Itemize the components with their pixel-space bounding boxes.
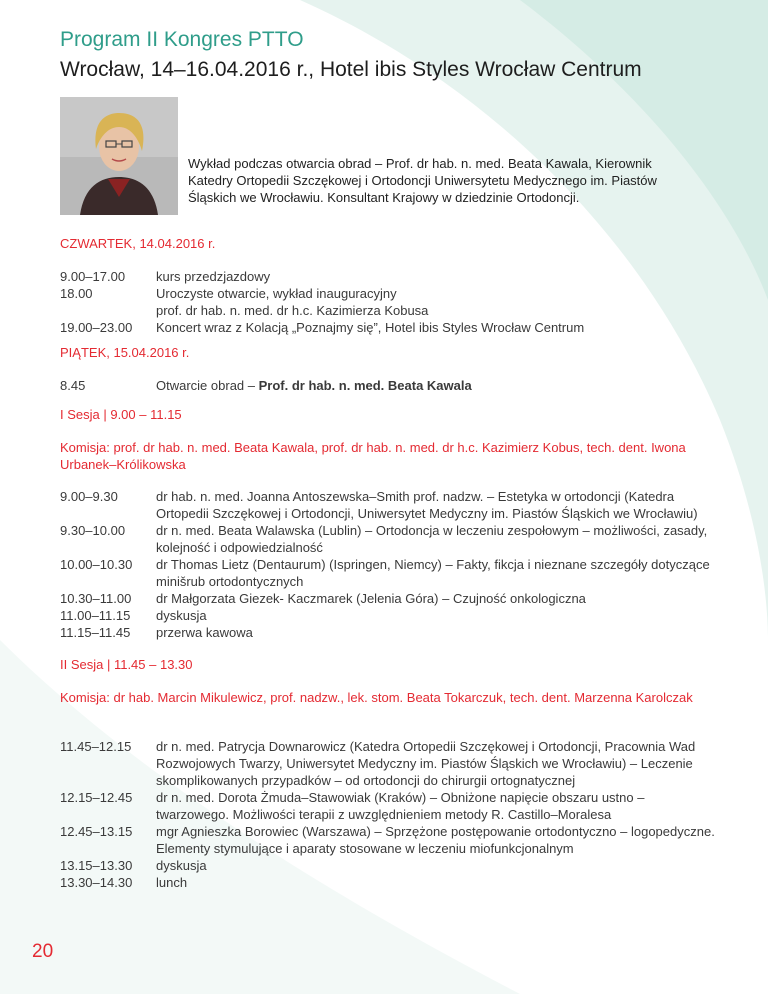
session2-committee: Komisja: dr hab. Marcin Mikulewicz, prof. nadzw., lek. stom. Beata Tokarczuk, tech. dent. Marzenna Karolczak <box>60 690 693 705</box>
schedule-time: 11.45–12.15 <box>60 739 132 754</box>
speaker-photo <box>60 97 178 215</box>
schedule-time: 9.00–17.00 <box>60 269 126 284</box>
schedule-row <box>60 302 716 319</box>
schedule-time: 18.00 <box>60 286 93 301</box>
schedule-row <box>60 738 716 789</box>
schedule-time: 19.00–23.00 <box>60 320 133 335</box>
schedule-time: 9.00–9.30 <box>60 489 118 504</box>
schedule-time: 11.15–11.45 <box>60 625 131 640</box>
schedule-desc: dr n. med. Dorota Żmuda–Stawowiak (Kraków) – Obniżone napięcie obszaru ustno – twarzowego. Możliwości terapii z uwzględnieniem metody R. Castillo–Moralesa <box>156 790 645 822</box>
schedule-desc: dyskusja <box>156 608 207 623</box>
schedule-desc: dr Thomas Lietz (Dentaurum) (Ispringen, Niemcy) – Fakty, fikcja i nieznane szczegóły dotyczące minišrub ortodontycznych <box>156 557 710 589</box>
schedule-time: 8.45 <box>60 378 86 393</box>
schedule-time: 9.30–10.00 <box>60 523 126 538</box>
schedule-row <box>60 319 716 336</box>
opening-speaker: Prof. dr hab. n. med. Beata Kawala <box>258 378 472 393</box>
schedule-time: 13.15–13.30 <box>60 858 133 873</box>
schedule-desc: dr Małgorzata Giezek- Kaczmarek (Jelenia Góra) – Czujność onkologiczna <box>156 591 586 606</box>
schedule-time: 10.00–10.30 <box>60 557 133 572</box>
schedule-desc: dr n. med. Beata Walawska (Lublin) – Ortodoncja w leczeniu zespołowym – możliwości, zasady, kolejność i odpowiedzialność <box>156 523 708 555</box>
thursday-heading: CZWARTEK, 14.04.2016 r. <box>60 236 216 251</box>
schedule-row <box>60 268 716 285</box>
session1-schedule <box>60 488 716 641</box>
friday-opening <box>60 377 716 394</box>
program-title: Program II Kongres PTTO <box>60 28 304 51</box>
schedule-row <box>60 590 716 607</box>
opening-lecture-intro: Wykład podczas otwarcia obrad – Prof. dr hab. n. med. Beata Kawala, Kierownik Katedry Ortopedii Szczękowej i Ortodoncji Uniwersytetu Medycznego im. Piastów Śląskich we Wrocławiu. Konsultant Krajowy w dziedzinie Ortodoncji. <box>188 156 657 205</box>
schedule-time: 11.00–11.15 <box>60 608 131 623</box>
schedule-row <box>60 857 716 874</box>
schedule-time <box>60 302 156 319</box>
schedule-desc: kurs przedzjazdowy <box>156 269 271 284</box>
schedule-row <box>60 488 716 522</box>
schedule-row <box>60 789 716 823</box>
schedule-desc: Uroczyste otwarcie, wykład inauguracyjny <box>156 286 397 301</box>
friday-heading: PIĄTEK, 15.04.2016 r. <box>60 345 190 360</box>
program-subtitle: Wrocław, 14–16.04.2016 r., Hotel ibis Styles Wrocław Centrum <box>60 58 642 81</box>
schedule-time: 13.30–14.30 <box>60 875 133 890</box>
session1-heading: I Sesja | 9.00 – 11.15 <box>60 407 182 422</box>
page-number: 20 <box>32 941 54 962</box>
schedule-desc: dyskusja <box>156 858 207 873</box>
schedule-row <box>60 874 716 891</box>
schedule-desc: mgr Agnieszka Borowiec (Warszawa) – Sprzężone postępowanie ortodontyczno – logopedyczne. Elementy stymulujące i aparaty stosowane w leczeniu miofunkcjonalnym <box>156 824 715 856</box>
schedule-row <box>60 377 716 394</box>
schedule-desc: Koncert wraz z Kolacją „Poznajmy się”, Hotel ibis Styles Wrocław Centrum <box>156 320 585 335</box>
schedule-desc: przerwa kawowa <box>156 625 253 640</box>
schedule-row <box>60 607 716 624</box>
schedule-desc: dr n. med. Patrycja Downarowicz (Katedra Ortopedii Szczękowej i Ortodoncji, Pracownia Wad Rozwojowych Twarzy, Uniwersytet Medyczny im. Piastów Śląskich we Wrocławiu) – Leczenie skomplikowanych przypadków – od ortodoncji do chirurgii ortognatycznej <box>156 739 696 788</box>
schedule-row <box>60 522 716 556</box>
schedule-row <box>60 823 716 857</box>
schedule-desc: dr hab. n. med. Joanna Antoszewska–Smith prof. nadzw. – Estetyka w ortodoncji (Katedra Ortopedii Szczękowej i Ortodoncji, Uniwersytet Medyczny im. Piastów Śląskich we Wrocławiu) <box>156 489 698 521</box>
opening-prefix: Otwarcie obrad – <box>156 378 259 393</box>
schedule-time: 12.15–12.45 <box>60 790 133 805</box>
schedule-desc: prof. dr hab. n. med. dr h.c. Kazimierza Kobusa <box>156 303 429 318</box>
session2-heading: II Sesja | 11.45 – 13.30 <box>60 657 193 672</box>
schedule-row <box>60 556 716 590</box>
schedule-desc <box>156 377 716 394</box>
session1-committee: Komisja: prof. dr hab. n. med. Beata Kawala, prof. dr hab. n. med. dr h.c. Kazimierz Kobus, tech. dent. Iwona Urbanek–Królikowska <box>60 440 686 472</box>
schedule-desc: lunch <box>156 875 188 890</box>
schedule-row <box>60 624 716 641</box>
schedule-row <box>60 285 716 302</box>
schedule-time: 10.30–11.00 <box>60 591 132 606</box>
session2-schedule <box>60 738 716 891</box>
schedule-time: 12.45–13.15 <box>60 824 133 839</box>
thursday-schedule <box>60 268 716 336</box>
